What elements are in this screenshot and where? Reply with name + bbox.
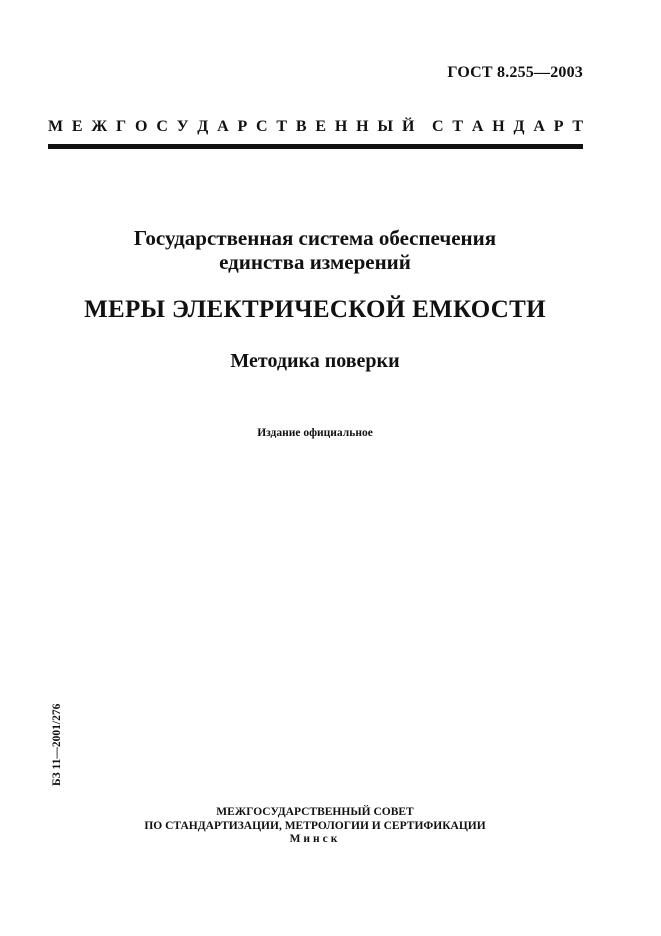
label-letter: С (432, 118, 444, 135)
label-letter: А (471, 118, 484, 135)
label-letter: А (533, 118, 545, 135)
label-letter: А (217, 118, 229, 135)
edition-note: Издание официальное (257, 427, 373, 439)
document-title: МЕРЫ ЭЛЕКТРИЧЕСКОЙ ЕМКОСТИ (84, 296, 546, 323)
publisher-city: Минск (289, 833, 341, 845)
label-letter: С (156, 118, 168, 135)
label-letter: Ы (377, 118, 394, 135)
label-letter: Т (452, 118, 464, 135)
label-letter: Р (237, 118, 248, 135)
publisher-block (0, 806, 630, 847)
side-code: БЗ 11—2001/276 (51, 703, 63, 786)
label-letter: Й (401, 118, 415, 135)
interstate-standard-label (48, 118, 583, 136)
label-letter: Ж (91, 118, 108, 135)
header-rule (48, 144, 583, 149)
publisher-line-2: ПО СТАНДАРТИЗАЦИИ, МЕТРОЛОГИИ И СЕРТИФИКАЦИИ (144, 819, 486, 832)
label-letter: Е (71, 118, 83, 135)
document-method: Методика поверки (230, 350, 400, 372)
document-subtitle (0, 226, 630, 274)
label-letter: М (48, 118, 64, 135)
subtitle-line-2: единства измерений (219, 250, 411, 274)
publisher-line-1: МЕЖГОСУДАРСТВЕННЫЙ СОВЕТ (216, 806, 414, 818)
label-letter: Р (553, 118, 564, 135)
label-letter: Д (197, 118, 209, 135)
label-letter: Д (513, 118, 525, 135)
label-letter: О (135, 118, 148, 135)
label-letter: Н (492, 118, 505, 135)
label-letter: У (176, 118, 189, 135)
standard-code: ГОСТ 8.255—2003 (447, 64, 583, 81)
label-letter: Н (356, 118, 369, 135)
label-letter: С (256, 118, 268, 135)
label-letter: Г (116, 118, 127, 135)
label-letter: Н (334, 118, 348, 135)
label-letter: Т (276, 118, 288, 135)
label-letter: Е (315, 118, 327, 135)
label-letter: Т (572, 118, 583, 135)
subtitle-line-1: Государственная система обеспечения (133, 226, 497, 250)
label-letter: В (295, 118, 307, 135)
